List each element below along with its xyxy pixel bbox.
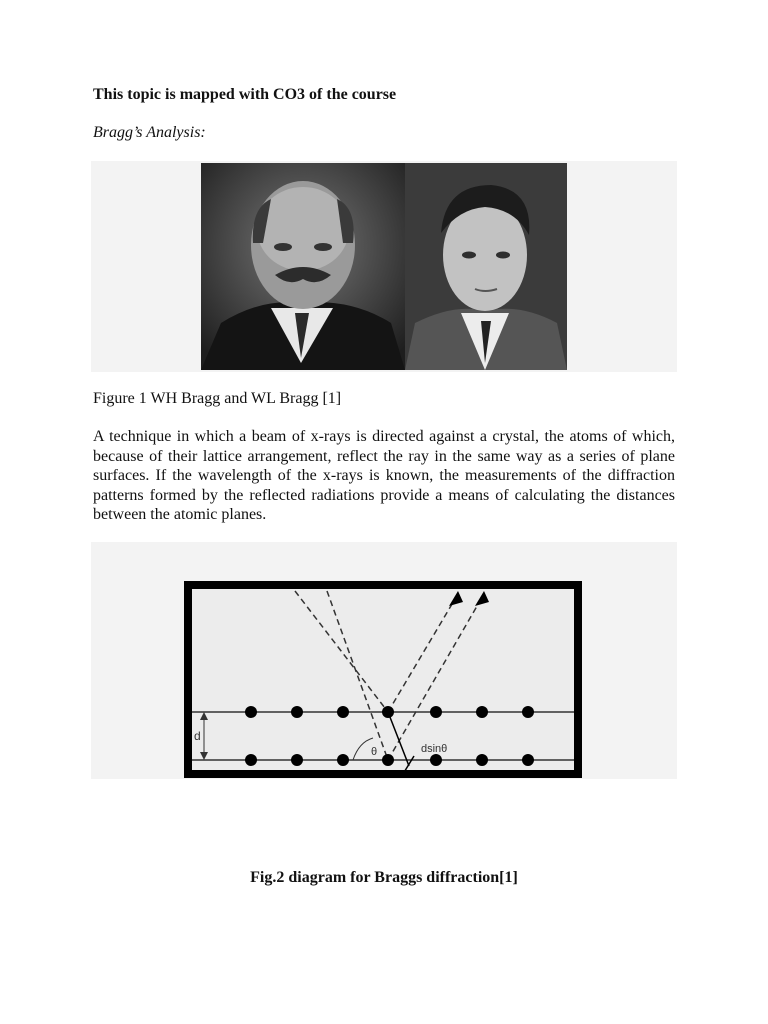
atom (430, 754, 442, 766)
atom (522, 706, 534, 718)
atom (382, 706, 394, 718)
atom (476, 754, 488, 766)
label-theta: θ (371, 746, 378, 758)
atom (291, 706, 303, 718)
atom (476, 706, 488, 718)
label-d: d (194, 729, 201, 743)
bragg-diffraction-diagram (91, 542, 677, 779)
portrait-wh-bragg (201, 163, 405, 370)
body-paragraph: A technique in which a beam of x-rays is directed against a crystal, the atoms of which, because of their lattice arrangement, reflect the ray in the same way as a series of plane surfaces. If the wavelength of the x-rays is known, the measurements of the diffraction patterns formed by the reflected radiations provide a means of calculating the distances between the atomic planes. (93, 428, 675, 523)
atom (430, 706, 442, 718)
atom (522, 754, 534, 766)
portrait-wl-bragg (405, 163, 567, 370)
atom (382, 754, 394, 766)
figure1-photo-panel (91, 161, 677, 372)
atom (337, 754, 349, 766)
atom (245, 706, 257, 718)
figure2-caption: Fig.2 diagram for Braggs diffraction[1] (250, 869, 518, 886)
atom (245, 754, 257, 766)
section-subheading: Bragg’s Analysis: (93, 124, 206, 141)
topic-heading: This topic is mapped with CO3 of the course (93, 86, 397, 103)
label-dsintheta: dsinθ (421, 743, 448, 755)
figure1-caption: Figure 1 WH Bragg and WL Bragg [1] (93, 390, 342, 407)
figure2-diagram-panel (91, 542, 677, 779)
atom (291, 754, 303, 766)
atom (337, 706, 349, 718)
